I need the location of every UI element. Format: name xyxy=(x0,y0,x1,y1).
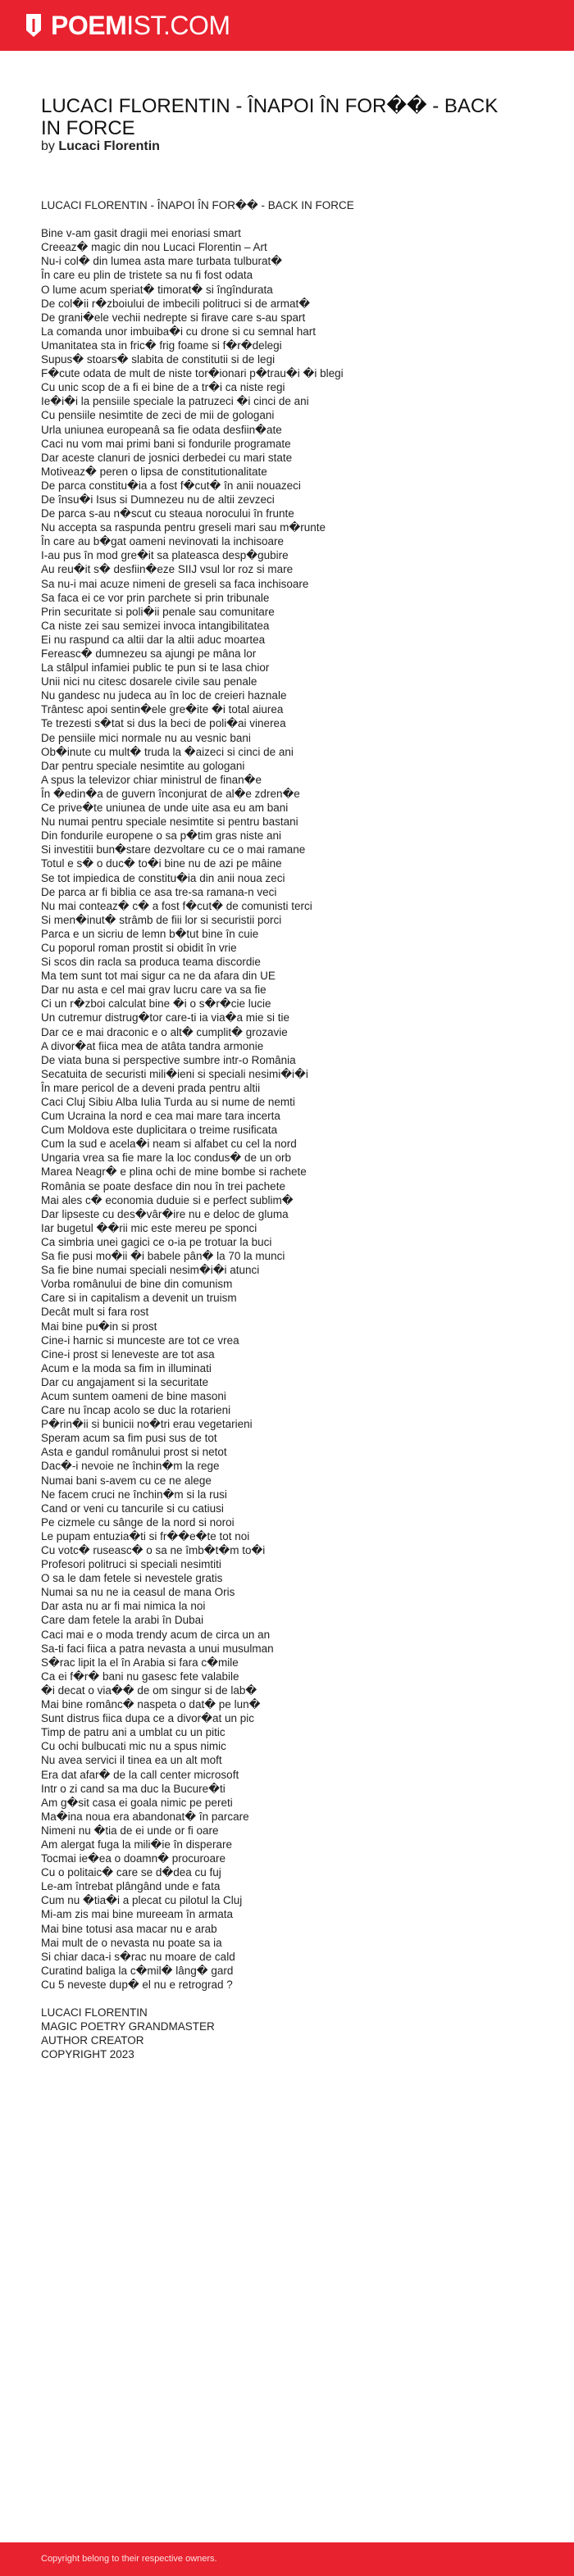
poem-line: Asta e gandul românului prost si netot xyxy=(41,1446,227,1459)
poem-line: S�rac lipit la el în Arabia si fara c�mile xyxy=(41,1656,239,1669)
poem-line: Mai bine totusi asa macar nu e arab xyxy=(41,1922,217,1935)
poem-line: Si scos din racla sa produca teama discordie xyxy=(41,956,261,969)
poem-line: Sa fie bine numai speciali nesim�i�i atunci xyxy=(41,1264,260,1277)
poem-line: Ca ei f�r� bani nu gasesc fete valabile xyxy=(41,1670,239,1683)
poem-line: Caci Cluj Sibiu Alba Iulia Turda au si nume de nemti xyxy=(41,1096,295,1108)
poem-line: Le pupam entuzia�ti si fr��e�te tot noi xyxy=(41,1529,250,1542)
poem-line: Cum la sud e acela�i neam si alfabet cu cel la nord xyxy=(41,1138,297,1151)
poem-line: P�rin�ii si bunicii no�tri erau vegetarieni xyxy=(41,1418,253,1431)
poem-line: Tocmai ie�ea o doamn� procuroare xyxy=(41,1852,226,1865)
poem-line: La stâlpul infamiei public te pun si te lasa chior xyxy=(41,661,270,675)
poem-line: Care si in capitalism a devenit un truism xyxy=(41,1292,237,1305)
poem-line: Am g�sit casa ei goala nimic pe pereti xyxy=(41,1796,233,1809)
poem-line: Cum Ucraina la nord e cea mai mare tara incerta xyxy=(41,1110,280,1123)
poem-line: Din fondurile europene o sa p�tim gras niste ani xyxy=(41,829,282,843)
poem-line: Secatuita de securisti mili�ieni si speciali nesimi�i�i xyxy=(41,1067,308,1080)
poem-line: România se poate desface din nou în trei pachete xyxy=(41,1179,285,1193)
poem-line: Ei nu raspund ca altii dar la altii aduc moartea xyxy=(41,633,266,646)
poem-line: Dar cu angajament si la securitate xyxy=(41,1375,209,1388)
poem-line: Cum Moldova este duplicitara o treime rusificata xyxy=(41,1124,278,1137)
poem-line: Mai bine românc� naspeta o dat� pe lun� xyxy=(41,1698,261,1711)
poem-line: De parca ar fi biblia ce asa tre-sa ramana-n veci xyxy=(41,885,277,898)
poem-line: Nu avea servici il tinea ea un alt moft xyxy=(41,1754,222,1767)
poem-line: Marea Neagr� e plina ochi de mine bombe si rachete xyxy=(41,1165,307,1179)
poem-line: Dar pentru speciale nesimtite au gologani xyxy=(41,759,245,772)
poem-line: Umanitatea sta in fric� frig foame si f�r�delegi xyxy=(41,338,282,352)
poem-line: Dar ce e mai draconic e o alt� cumplit� grozavie xyxy=(41,1025,288,1038)
poem-line: Ie�i�i la pensiile speciale la patruzeci �i cinci de ani xyxy=(41,395,309,408)
poem-line: LUCACI FLORENTIN - ÎNAPOI ÎN FOR�� - BACK IN FORCE xyxy=(41,199,354,211)
poem-line: A spus la televizor chiar ministrul de finan�e xyxy=(41,773,262,786)
poem-line: Cine-i harnic si munceste are tot ce vrea xyxy=(41,1333,239,1347)
poem-line: Sa faca ei ce vor prin parchete si prin tribunale xyxy=(41,591,270,604)
poem-line: A divor�at fiica mea de atâta tandra armonie xyxy=(41,1039,264,1052)
stanza-break xyxy=(41,212,533,226)
poem-line: Nu-i col� din lumea asta mare turbata tulburat� xyxy=(41,255,283,268)
poem-line: Nu mai conteaz� c� a fost f�cut� de comunisti terci xyxy=(41,899,312,912)
poem-line: De grani�ele vechii nedrepte si firave care s-au spart xyxy=(41,311,306,324)
poem-line: LUCACI FLORENTIN xyxy=(41,2006,148,2019)
poem-line: Mai bine pu�in si prost xyxy=(41,1320,157,1333)
poem-line: Totul e s� o duc� to�i bine nu de azi pe mâine xyxy=(41,857,282,870)
poem-line: Cu votc� ruseasc� o sa ne îmb�t�m to�i xyxy=(41,1544,266,1556)
poem-line: Acum e la moda sa fim in illuminati xyxy=(41,1361,212,1374)
poem-line: În care au b�gat oameni nevinovati la inchisoare xyxy=(41,535,285,548)
poem-line: În mare pericol de a deveni prada pentru altii xyxy=(41,1081,261,1094)
poem-line: Nu accepta sa raspunda pentru greseli mari sau m�runte xyxy=(41,521,326,534)
poem-line: Iar bugetul ��rii mic este mereu pe sponci xyxy=(41,1221,257,1234)
poem-line: Cu ochi bulbucati mic nu a spus nimic xyxy=(41,1740,226,1753)
poem-line: Sunt distrus fiica dupa ce a divor�at un pic xyxy=(41,1712,254,1725)
poem-line: Cine-i prost si leneveste are tot asa xyxy=(41,1347,215,1361)
poem-line: Cu o politaic� care se d�dea cu fuj xyxy=(41,1866,221,1879)
poem-line: Speram acum sa fim pusi sus de tot xyxy=(41,1432,217,1445)
poem-line: Ca niste zei sau semizei invoca intangibilitatea xyxy=(41,619,270,632)
poem-line: Acum suntem oameni de bine masoni xyxy=(41,1389,226,1402)
poem-line: Sa nu-i mai acuze nimeni de greseli sa faca inchisoare xyxy=(41,577,309,590)
poem-line: MAGIC POETRY GRANDMASTER xyxy=(41,2020,215,2033)
site-logo-text: POEMIST.COM xyxy=(51,11,230,40)
poem-line: Motiveaz� peren o lipsa de constitutionalitate xyxy=(41,465,267,478)
poem-line: Cum nu �tia�i a plecat cu pilotul la Cluj xyxy=(41,1894,243,1907)
footer-copyright: Copyright belong to their respective owners. xyxy=(41,2554,217,2564)
top-bar xyxy=(0,0,574,51)
poem-line: Caci nu vom mai primi bani si fondurile programate xyxy=(41,437,291,450)
poem-line: Se tot impiedica de constitu�ia din anii noua zeci xyxy=(41,871,285,884)
poem-line: O lume acum speriat� timorat� si îngîndurata xyxy=(41,283,273,296)
poem-line: Dar aceste clanuri de josnici derbedei cu mari state xyxy=(41,451,293,464)
poem-line: Au reu�it s� desfiin�eze SIIJ vsul lor roz si mare xyxy=(41,563,294,576)
poem-line: Dar asta nu ar fi mai nimica la noi xyxy=(41,1600,206,1613)
poem-line: COPYRIGHT 2023 xyxy=(41,2048,134,2061)
poem-line: În �edin�a de guvern înconjurat de al�e zdren�e xyxy=(41,787,300,800)
poem-line: Mi-am zis mai bine mureeam în armata xyxy=(41,1908,234,1921)
poem-line: Ob�inute cu mult� truda la �aizeci si cinci de ani xyxy=(41,745,294,758)
poem-line: Intr o zi cand sa ma duc la Bucure�ti xyxy=(41,1782,226,1795)
poem-line: Ce prive�te uniunea de unde uite asa eu am bani xyxy=(41,802,289,815)
poem-line: Te trezesti s�tat si dus la beci de poli�ai vinerea xyxy=(41,717,286,730)
poem-line: Parca e un sicriu de lemn b�tut bine în cuie xyxy=(41,927,259,940)
poem-line: Mai ales c� economia duduie si e perfect sublim� xyxy=(41,1193,294,1206)
poem-line: F�cute odata de mult de niste tor�ionari p�trau�i �i blegi xyxy=(41,367,344,380)
poem-line: Sa-ti faci fiica a patra nevasta a unui musulman xyxy=(41,1642,274,1655)
poem-line: De col�ii r�zboiului de imbecili politruci si de armat� xyxy=(41,297,311,310)
poem-line: Si investitii bun�stare dezvoltare cu ce o mai ramane xyxy=(41,843,306,856)
poem-line: În care eu plin de tristete sa nu fi fost odata xyxy=(41,269,253,282)
poem-line: Care dam fetele la arabi în Dubai xyxy=(41,1614,204,1627)
poem-line: Urla uniunea europeanâ sa fie odata desfiin�ate xyxy=(41,423,282,436)
poem-line: Cu unic scop de a fi ei bine de a tr�i ca niste regi xyxy=(41,381,285,394)
footer xyxy=(0,2542,574,2576)
poem-line: Si chiar daca-i s�rac nu moare de cald xyxy=(41,1950,235,1963)
author-link[interactable]: Lucaci Florentin xyxy=(58,139,160,153)
poem-line: Cu pensiile nesimtite de zeci de mii de gologani xyxy=(41,409,275,422)
poem-body xyxy=(41,198,533,2061)
poem-line: De pensiile mici normale nu au vesnic bani xyxy=(41,731,251,744)
poem-line: Cu 5 neveste dup� el nu e retrograd ? xyxy=(41,1978,233,1991)
poem-line: Ungaria vrea sa fie mare la loc condus� de un orb xyxy=(41,1152,292,1165)
poem-line: Ca simbria unei gagici ce o-ia pe trotuar la buci xyxy=(41,1235,272,1248)
poem-line: Nu gandesc nu judeca au în loc de creieri haznale xyxy=(41,689,287,702)
poem-line: Unii nici nu citesc dosarele civile sau penale xyxy=(41,675,257,688)
poem-line: De parca s-au n�scut cu steaua norocului în frunte xyxy=(41,507,294,520)
poem-line: Vorba românului de bine din comunism xyxy=(41,1278,233,1291)
poem-line: Trântesc apoi sentin�ele gre�ite �i total aiurea xyxy=(41,703,284,716)
poem-line: Ma�ina noua era abandonat� în parcare xyxy=(41,1810,249,1823)
poem-line: Numai bani s-avem cu ce ne alege xyxy=(41,1474,212,1487)
poem-line: Am alergat fuga la mili�ie în disperare xyxy=(41,1838,232,1851)
poem-line: Pe cizmele cu sânge de la nord si noroi xyxy=(41,1515,235,1529)
poem-line: Prin securitate si poli�ii penale sau comunitare xyxy=(41,605,275,618)
poem-line: Mai mult de o nevasta nu poate sa ia xyxy=(41,1936,222,1949)
poem-line: De parca constitu�ia a fost f�cut� în anii nouazeci xyxy=(41,479,301,492)
poem-line: De însu�i Isus si Dumnezeu nu de altii zevzeci xyxy=(41,493,275,506)
poem-line: Care nu încap acolo se duc la rotarieni xyxy=(41,1404,231,1417)
poem-line: Bine v-am gasit dragii mei enoriasi smart xyxy=(41,227,241,240)
stanza-break xyxy=(41,1992,533,2006)
poem-line: Sa fie pusi mo�ii �i babele pân� la 70 la munci xyxy=(41,1250,285,1263)
poem-line: Le-am întrebat plângând unde e fata xyxy=(41,1880,221,1893)
poem-line: Un cutremur distrug�tor care-ti ia via�a mie si tie xyxy=(41,1011,290,1024)
poem-title: LUCACI FLORENTIN - ÎNAPOI ÎN FOR�� - BACK IN FORCE xyxy=(41,95,499,139)
poem-line: Cand or veni cu tancurile si cu catiusi xyxy=(41,1502,224,1515)
poem-line: Dar lipseste cu des�vâr�ire nu e deloc de gluma xyxy=(41,1207,289,1220)
poem-line: Si men�inut� strâmb de fiii lor si securistii porci xyxy=(41,913,282,926)
byline-prefix: by xyxy=(41,139,55,153)
poem-line: Ma tem sunt tot mai sigur ca ne da afara din UE xyxy=(41,970,276,983)
quill-icon xyxy=(23,12,44,39)
poem-line: Supus� stoars� slabita de constitutii si de legi xyxy=(41,353,276,366)
poem-line: De viata buna si perspective sumbre intr-o România xyxy=(41,1053,296,1066)
poem-line: Nu numai pentru speciale nesimtite si pentru bastani xyxy=(41,816,298,829)
poem-line: Profesori politruci si speciali nesimtiti xyxy=(41,1558,221,1571)
poem-line: Curatind baliga la c�mil� lâng� gard xyxy=(41,1964,234,1977)
poem-line: Cu poporul roman prostit si obidit în vrie xyxy=(41,941,237,954)
poem-line: Timp de patru ani a umblat cu un pitic xyxy=(41,1726,226,1739)
poem-line: Fereasc� dumnezeu sa ajungi pe mâna lor xyxy=(41,647,257,660)
poem-line: Ci un r�zboi calculat bine �i o s�r�cie lucie xyxy=(41,997,271,1011)
poem-line: O sa le dam fetele si nevestele gratis xyxy=(41,1572,223,1585)
poem-line: Caci mai e o moda trendy acum de circa un an xyxy=(41,1628,271,1641)
poem-line: Dar nu asta e cel mai grav lucru care va sa fie xyxy=(41,984,266,997)
poem-line: Ne facem cruci ne închin�m si la rusi xyxy=(41,1488,227,1501)
poem-line: Decât mult si fara rost xyxy=(41,1306,149,1319)
poem-line: Era dat afar� de la call center microsoft xyxy=(41,1768,239,1781)
poem-line: AUTHOR CREATOR xyxy=(41,2034,144,2047)
poem-line: I-au pus în mod gre�it sa plateasca desp�gubire xyxy=(41,549,289,562)
poem-line: Creeaz� magic din nou Lucaci Florentin – Art xyxy=(41,241,267,254)
site-logo[interactable] xyxy=(23,11,230,40)
poem-line: Numai sa nu ne ia ceasul de mana Oris xyxy=(41,1586,235,1599)
poem-line: La comanda unor imbuiba�i cu drone si cu semnal hart xyxy=(41,325,317,338)
poem-line: Dac�-i nevoie ne închin�m la rege xyxy=(41,1460,220,1473)
poem-line: �i decat o via�� de om singur si de lab� xyxy=(41,1683,257,1697)
poem-line: Nimeni nu �tia de ei unde or fi oare xyxy=(41,1824,219,1837)
byline xyxy=(41,139,160,154)
